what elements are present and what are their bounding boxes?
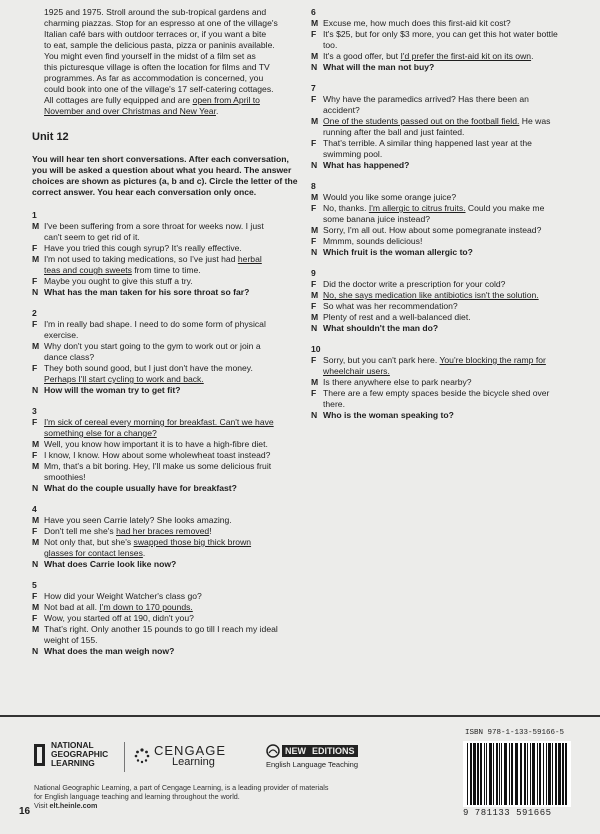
line-text: Plenty of rest and a well-balanced diet. <box>323 312 471 322</box>
speaker: M <box>311 192 319 202</box>
dialogue-line <box>311 377 579 388</box>
dialogue-line <box>32 428 300 439</box>
conversation-number: 10 <box>311 344 321 354</box>
barcode-bar <box>520 743 522 805</box>
line-text: I'm not used to taking medications, so I've just had herbal <box>44 254 262 264</box>
intro-line: 1925 and 1975. Stroll around the sub-tropical gardens and <box>44 7 267 17</box>
dialogue-line <box>311 29 579 40</box>
line-text: Have you tried this cough syrup? It's really effective. <box>44 243 242 253</box>
dialogue-line <box>311 388 579 399</box>
underlined-answer: Perhaps I'll start cycling to work and back. <box>44 374 204 384</box>
line-text: What has the man taken for his sore throat so far? <box>44 287 250 297</box>
dialogue-line <box>311 290 579 301</box>
left-column <box>32 7 300 667</box>
intro-line: You might even find yourself in the midst of a film set as <box>44 51 256 61</box>
dialogue-line <box>32 243 300 254</box>
intro-line: to eat, sample the delicious pasta, pizza or paninis available. <box>44 40 275 50</box>
speaker: F <box>311 355 317 365</box>
dialogue-line <box>311 51 579 62</box>
question-line <box>311 62 579 73</box>
underlined-answer: something else for a change? <box>44 428 157 438</box>
conversation-number: 2 <box>32 308 37 318</box>
speaker: F <box>32 591 38 601</box>
line-text <box>44 417 300 428</box>
conversation-number: 4 <box>32 504 37 514</box>
barcode-bar <box>493 743 494 805</box>
speaker <box>32 374 44 385</box>
speaker: F <box>311 236 317 246</box>
barcode-bar <box>539 743 541 805</box>
speaker: M <box>311 18 319 28</box>
ngl-logo-text: NATIONAL GEOGRAPHIC LEARNING <box>51 740 109 768</box>
line-text <box>44 374 300 385</box>
new-editions-brand-2: EDITIONS <box>309 745 358 757</box>
line-text: No, thanks. I'm allergic to citrus fruits. Could you make me <box>323 203 545 213</box>
cengage-logo <box>134 744 226 768</box>
dialogue-line <box>32 635 300 646</box>
line-text: How will the woman try to get fit? <box>44 385 181 395</box>
barcode-bar <box>470 743 472 805</box>
speaker: N <box>32 646 39 656</box>
publisher-blurb <box>34 783 394 810</box>
intro-line: Italian café bars with outdoor terraces or, if you want a bite <box>44 29 267 39</box>
barcode-bar <box>543 743 544 805</box>
barcode-bar <box>499 743 500 805</box>
intro-line: November and over Christmas and New Year. <box>44 106 219 116</box>
question-line <box>32 287 300 298</box>
dialogue-line <box>311 40 579 51</box>
line-text: Not bad at all. I'm down to 170 pounds. <box>44 602 193 612</box>
dialogue-line <box>32 221 300 232</box>
speaker: N <box>32 287 39 297</box>
speaker <box>311 399 323 410</box>
line-text: Not only that, but she's swapped those big thick brown <box>44 537 252 547</box>
conversation-2 <box>32 308 300 396</box>
barcode-number: 9 781133 591665 <box>463 808 552 818</box>
line-text: There are a few empty spaces beside the bicycle shed over <box>323 388 550 398</box>
speaker: N <box>311 247 318 257</box>
dialogue-line <box>32 602 300 613</box>
speaker <box>311 366 323 377</box>
speaker: N <box>32 483 39 493</box>
dialogue-line <box>311 149 579 160</box>
speaker: M <box>32 221 40 231</box>
barcode-bar <box>496 743 498 805</box>
dialogue-line <box>32 352 300 363</box>
speaker: M <box>311 116 319 126</box>
line-text: I know, I know. How about some wholewheat toast instead? <box>44 450 271 460</box>
question-line <box>311 247 579 258</box>
speaker: M <box>32 602 40 612</box>
speaker: M <box>311 377 319 387</box>
underlined-answer: I'm sick of cereal every morning for breakfast. Can't we have <box>44 417 274 427</box>
speaker: M <box>32 537 40 547</box>
speaker: F <box>32 363 38 373</box>
question-line <box>311 410 579 421</box>
dialogue-line <box>311 94 579 105</box>
underlined-answer: No, she says medication like antibiotics isn't the solution. <box>323 290 539 300</box>
speaker: M <box>32 254 40 264</box>
speaker <box>32 428 44 439</box>
speaker: M <box>311 225 319 235</box>
line-text: Wow, you started off at 190, didn't you? <box>44 613 194 623</box>
dialogue-line <box>32 374 300 385</box>
underlined-answer: herbal <box>237 254 262 264</box>
line-text: What does the man weigh now? <box>44 646 175 656</box>
dialogue-line <box>32 232 300 243</box>
line-text: Would you like some orange juice? <box>323 192 457 202</box>
dialogue-line <box>32 613 300 624</box>
barcode-bar <box>504 743 507 805</box>
line-text: weight of 155. <box>44 635 98 645</box>
intro-paragraph <box>32 7 300 117</box>
line-text: I've been suffering from a sore throat for weeks now. I just <box>44 221 264 231</box>
line-text: some banana juice instead? <box>323 214 431 224</box>
dialogue-line <box>32 591 300 602</box>
speaker <box>311 149 323 160</box>
speaker: F <box>311 29 317 39</box>
conversation-1 <box>32 210 300 298</box>
speaker: F <box>32 276 38 286</box>
speaker: M <box>311 312 319 322</box>
line-text: What does Carrie look like now? <box>44 559 177 569</box>
speaker: M <box>32 515 40 525</box>
line-text: Why don't you start going to the gym to work out or join a <box>44 341 261 351</box>
question-line <box>32 385 300 396</box>
dialogue-line <box>311 203 579 214</box>
line-text: smoothies! <box>44 472 86 482</box>
barcode-bar <box>467 743 468 805</box>
dialogue-line <box>32 461 300 472</box>
speaker: F <box>32 613 38 623</box>
speaker: F <box>311 94 317 104</box>
line-text: can't seem to get rid of it. <box>44 232 140 242</box>
dialogue-line <box>32 363 300 374</box>
speaker <box>311 214 323 225</box>
question-line <box>32 483 300 494</box>
footer-divider <box>0 715 600 717</box>
barcode-bar <box>530 743 531 805</box>
underlined-answer: swapped those big thick brown <box>133 537 252 547</box>
speaker <box>32 265 44 276</box>
right-questions <box>311 7 579 421</box>
blurb-line-2: for English language teaching and learning throughout the world. <box>34 792 240 801</box>
cengage-name: CENGAGE <box>154 743 227 758</box>
barcode-bar <box>555 743 557 805</box>
speaker <box>32 472 44 483</box>
left-questions <box>32 210 300 657</box>
underlined-answer: wheelchair users. <box>323 366 390 376</box>
line-text: running after the ball and just fainted. <box>323 127 465 137</box>
barcode-bar <box>480 743 482 805</box>
underlined-answer: open from April to <box>192 95 260 105</box>
dialogue-line <box>32 265 300 276</box>
dialogue-line <box>32 537 300 548</box>
barcode-bar <box>489 743 492 805</box>
line-text: Which fruit is the woman allergic to? <box>323 247 473 257</box>
speaker <box>32 635 44 646</box>
line-text <box>323 290 579 301</box>
line-text: too. <box>323 40 338 50</box>
line-text: How did your Weight Watcher's class go? <box>44 591 202 601</box>
underlined-answer: teas and cough sweets <box>44 265 132 275</box>
line-text: Sorry, I'm all out. How about some pomegranate instead? <box>323 225 542 235</box>
line-text: Maybe you ought to give this stuff a try. <box>44 276 193 286</box>
speaker: M <box>32 624 40 634</box>
intro-line: All cottages are fully equipped and are open from April to <box>44 95 260 105</box>
dialogue-line <box>311 312 579 323</box>
conversation-6 <box>311 7 579 73</box>
line-text: What do the couple usually have for breakfast? <box>44 483 237 493</box>
barcode-bar <box>511 743 513 805</box>
line-text: glasses for contact lenses. <box>44 548 146 558</box>
dialogue-line <box>32 548 300 559</box>
line-text: Mm, that's a bit boring. Hey, I'll make us some delicious fruit <box>44 461 272 471</box>
speaker: F <box>32 450 38 460</box>
speaker: N <box>32 385 39 395</box>
line-text: That's terrible. A similar thing happened last year at the <box>323 138 532 148</box>
line-text: Why have the paramedics arrived? Has there been an <box>323 94 529 104</box>
new-editions-icon <box>266 744 280 758</box>
barcode-bar <box>532 743 535 805</box>
barcode-bar <box>562 743 564 805</box>
speaker <box>32 330 44 341</box>
speaker <box>32 352 44 363</box>
barcode-bar <box>473 743 476 805</box>
dialogue-line <box>32 341 300 352</box>
new-editions-logo <box>266 744 358 769</box>
line-text: I'm in really bad shape. I need to do some form of physical <box>44 319 266 329</box>
dialogue-line <box>311 399 579 410</box>
dialogue-line <box>311 116 579 127</box>
speaker: F <box>311 388 317 398</box>
line-text: dance class? <box>44 352 95 362</box>
line-text: Who is the woman speaking to? <box>323 410 454 420</box>
logo-divider <box>124 742 125 772</box>
ngl-frame-icon <box>34 744 45 766</box>
barcode-bar <box>486 743 487 805</box>
underlined-answer: glasses for contact lenses <box>44 548 143 558</box>
conversation-number: 1 <box>32 210 37 220</box>
underlined-answer: You're blocking the ramp for <box>439 355 546 365</box>
speaker: F <box>311 203 317 213</box>
line-text: It's $25, but for only $3 more, you can get this hot water bottle <box>323 29 558 39</box>
dialogue-line <box>311 127 579 138</box>
underlined-answer: I'd prefer the first-aid kit on its own <box>400 51 532 61</box>
line-text: One of the students passed out on the football field. He was <box>323 116 551 126</box>
line-text: What will the man not buy? <box>323 62 435 72</box>
dialogue-line <box>311 214 579 225</box>
dialogue-line <box>311 105 579 116</box>
speaker: F <box>311 301 317 311</box>
barcode-bar <box>509 743 510 805</box>
speaker: F <box>311 138 317 148</box>
speaker: N <box>32 559 39 569</box>
barcode-bar <box>546 743 547 805</box>
dialogue-line <box>311 355 579 366</box>
dialogue-line <box>32 254 300 265</box>
dialogue-line <box>311 366 579 377</box>
dialogue-line <box>32 624 300 635</box>
intro-line: programmes. As far as accommodation is concerned, you <box>44 73 264 83</box>
dialogue-line <box>32 319 300 330</box>
line-text: Well, you know how important it is to have a high-fibre diet. <box>44 439 268 449</box>
line-text: Mmmm, sounds delicious! <box>323 236 423 246</box>
isbn-text: ISBN 978-1-133-59166-5 <box>465 729 565 737</box>
underlined-answer: One of the students passed out on the football field. <box>323 116 520 126</box>
barcode-bar <box>558 743 561 805</box>
conversation-number: 3 <box>32 406 37 416</box>
line-text: Is there anywhere else to park nearby? <box>323 377 472 387</box>
intro-line: this picturesque village is often the location for films and TV <box>44 62 270 72</box>
barcode-bar <box>527 743 528 805</box>
dialogue-line <box>32 515 300 526</box>
line-text: Have you seen Carrie lately? She looks amazing. <box>44 515 232 525</box>
ngl-logo <box>34 741 131 768</box>
speaker: M <box>311 51 319 61</box>
conversation-number: 6 <box>311 7 316 17</box>
dialogue-line <box>32 472 300 483</box>
speaker: F <box>32 243 38 253</box>
dialogue-line <box>32 330 300 341</box>
instructions: You will hear ten short conversations. After each conversation, you will be asked a question about what you heard. The answer choices are shown as pictures (a, b and c). Circle the letter of the correct answer. You hear each conversation only once. <box>32 154 298 197</box>
dialogue-line <box>311 279 579 290</box>
conversation-number: 7 <box>311 83 316 93</box>
line-text: It's a good offer, but I'd prefer the first-aid kit on its own. <box>323 51 534 61</box>
speaker: M <box>32 439 40 449</box>
dialogue-line <box>311 18 579 29</box>
intro-line: could book into one of the village's 17 self-catering cottages. <box>44 84 274 94</box>
conversation-5 <box>32 580 300 657</box>
barcode-bar <box>477 743 479 805</box>
speaker: N <box>311 160 318 170</box>
line-text: What shouldn't the man do? <box>323 323 439 333</box>
conversation-3 <box>32 406 300 494</box>
conversation-number: 8 <box>311 181 316 191</box>
line-text <box>323 366 579 377</box>
dialogue-line <box>32 417 300 428</box>
barcode-bar <box>548 743 551 805</box>
line-text: Excuse me, how much does this first-aid kit cost? <box>323 18 511 28</box>
blurb-line-1: National Geographic Learning, a part of Cengage Learning, is a leading provider of materials <box>34 783 329 792</box>
line-text: That's right. Only another 15 pounds to go till I reach my ideal <box>44 624 278 634</box>
barcode-bar <box>501 743 502 805</box>
conversation-4 <box>32 504 300 570</box>
speaker <box>311 105 323 116</box>
barcode-bar <box>565 743 567 805</box>
speaker <box>32 548 44 559</box>
line-text: Did the doctor write a prescription for your cold? <box>323 279 506 289</box>
dialogue-line <box>311 192 579 203</box>
question-line <box>32 646 300 657</box>
speaker: M <box>32 461 40 471</box>
website-link[interactable]: elt.heinle.com <box>49 801 98 810</box>
line-text: So what was her recommendation? <box>323 301 458 311</box>
conversation-number: 5 <box>32 580 37 590</box>
barcode-bar <box>484 743 485 805</box>
conversation-7 <box>311 83 579 171</box>
blurb-line-3-prefix: Visit <box>34 801 50 810</box>
speaker: N <box>311 62 318 72</box>
dialogue-line <box>32 439 300 450</box>
underlined-answer: had her braces removed <box>116 526 210 536</box>
line-text: accident? <box>323 105 360 115</box>
underlined-answer: I'm down to 170 pounds. <box>99 602 193 612</box>
speaker: N <box>311 410 318 420</box>
speaker <box>311 127 323 138</box>
line-text <box>44 428 300 439</box>
speaker: F <box>32 417 38 427</box>
speaker: M <box>32 341 40 351</box>
question-line <box>311 160 579 171</box>
conversation-8 <box>311 181 579 258</box>
speaker: N <box>311 323 318 333</box>
barcode-bar <box>537 743 538 805</box>
line-text: What has happened? <box>323 160 410 170</box>
conversation-10 <box>311 344 579 421</box>
underlined-answer: I'm allergic to citrus fruits. <box>368 203 466 213</box>
speaker: M <box>311 290 319 300</box>
dialogue-line <box>32 526 300 537</box>
speaker <box>311 40 323 51</box>
page-number: 16 <box>19 806 31 817</box>
underlined-answer: November and over Christmas and New Year <box>44 106 216 116</box>
dialogue-line <box>311 301 579 312</box>
barcode-bar <box>515 743 518 805</box>
speaker: F <box>311 279 317 289</box>
line-text: They both sound good, but I just don't have the money. <box>44 363 253 373</box>
dialogue-line <box>311 236 579 247</box>
line-text: exercise. <box>44 330 79 340</box>
intro-line: charming piazzas. Stop for an espresso at one of the village's <box>44 18 278 28</box>
right-column <box>311 7 579 431</box>
barcode-bar <box>552 743 553 805</box>
speaker: F <box>32 319 38 329</box>
line-text: swimming pool. <box>323 149 383 159</box>
line-text: there. <box>323 399 345 409</box>
conversation-number: 9 <box>311 268 316 278</box>
dialogue-line <box>311 225 579 236</box>
barcode-bar <box>524 743 526 805</box>
line-text: Don't tell me she's had her braces removed! <box>44 526 212 536</box>
question-line <box>311 323 579 334</box>
new-editions-brand-1: NEW <box>282 745 309 757</box>
speaker: F <box>32 526 38 536</box>
cengage-dots-icon <box>134 748 150 764</box>
line-text: teas and cough sweets from time to time. <box>44 265 201 275</box>
cengage-sub: Learning <box>172 756 215 768</box>
speaker <box>32 232 44 243</box>
dialogue-line <box>311 138 579 149</box>
unit-title: Unit 12 <box>32 131 69 143</box>
conversation-9 <box>311 268 579 334</box>
new-editions-sub: English Language Teaching <box>266 760 359 769</box>
barcode-icon <box>463 741 571 807</box>
line-text: Sorry, but you can't park here. You're blocking the ramp for <box>323 355 546 365</box>
question-line <box>32 559 300 570</box>
dialogue-line <box>32 450 300 461</box>
dialogue-line <box>32 276 300 287</box>
